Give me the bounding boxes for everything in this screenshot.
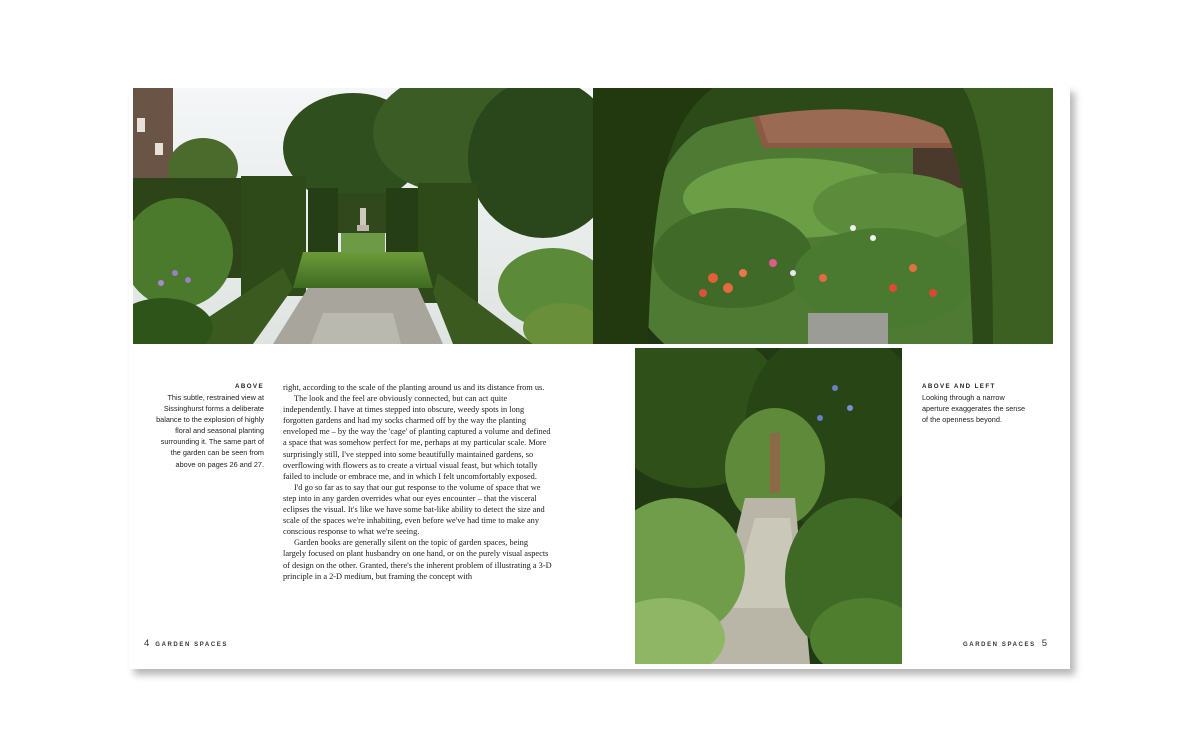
caption-text: Looking through a narrow aperture exaggerates the sense of the openness beyond. bbox=[922, 393, 1026, 425]
caption-above bbox=[149, 383, 264, 470]
photo-hedge-arch-flowers bbox=[593, 88, 1053, 344]
caption-text: This subtle, restrained view at Sissinghurst forms a deliberate balance to the explosion of highly floral and seasonal planting surrounding it. The same part of the garden can be seen from above on pages 26 and 27. bbox=[156, 393, 264, 469]
body-paragraph: right, according to the scale of the planting around us and its distance from us. bbox=[283, 383, 545, 392]
page-number: 5 bbox=[1041, 638, 1047, 649]
running-head: GARDEN SPACES bbox=[155, 642, 228, 648]
body-paragraph: I'd go so far as to say that our gut response to the volume of space that we step into in any garden overrides what our eyes encounter – that the visceral eclipses the visual. It's like we have some bat-like ability to detect the size and scale of the spaces we're inhabiting, even before we've had time to make any conscious response to what we're seeing. bbox=[283, 482, 545, 537]
body-paragraph: Garden books are generally silent on the topic of garden spaces, being largely focused on plant husbandry on one hand, or on the purely visual aspects of design on the other. Granted, there's the inherent problem of illustrating a 3-D principle in a 2-D medium, but framing the concept with bbox=[283, 538, 552, 581]
caption-heading: ABOVE bbox=[234, 383, 264, 390]
body-text bbox=[283, 382, 553, 582]
body-paragraph: The look and the feel are obviously connected, but can act quite independently. I have at times stepped into obscure, weedy spots in long forgotten gardens and had my socks charmed off by the way the planting enveloped me – by the way the 'cage' of planting captured a volume and defined a space that was somehow perfect for me, perhaps at my particular scale. More surprisingly still, I've stepped into some beautifully maintained gardens, so overflowing with flowers as to create a virtual visual feast, but which totally failed to include or embrace me, and in which I felt uncomfortably exposed. bbox=[283, 394, 551, 481]
running-head: GARDEN SPACES bbox=[963, 642, 1036, 648]
photo-woodland-path bbox=[635, 348, 902, 664]
page-number: 4 bbox=[144, 638, 150, 649]
caption-heading: ABOVE AND LEFT bbox=[922, 383, 996, 390]
caption-above-and-left bbox=[922, 383, 1027, 425]
folio-left bbox=[144, 638, 228, 649]
book-spread bbox=[129, 86, 1070, 669]
photo-hedge-garden bbox=[133, 88, 593, 344]
folio-right bbox=[963, 638, 1047, 649]
